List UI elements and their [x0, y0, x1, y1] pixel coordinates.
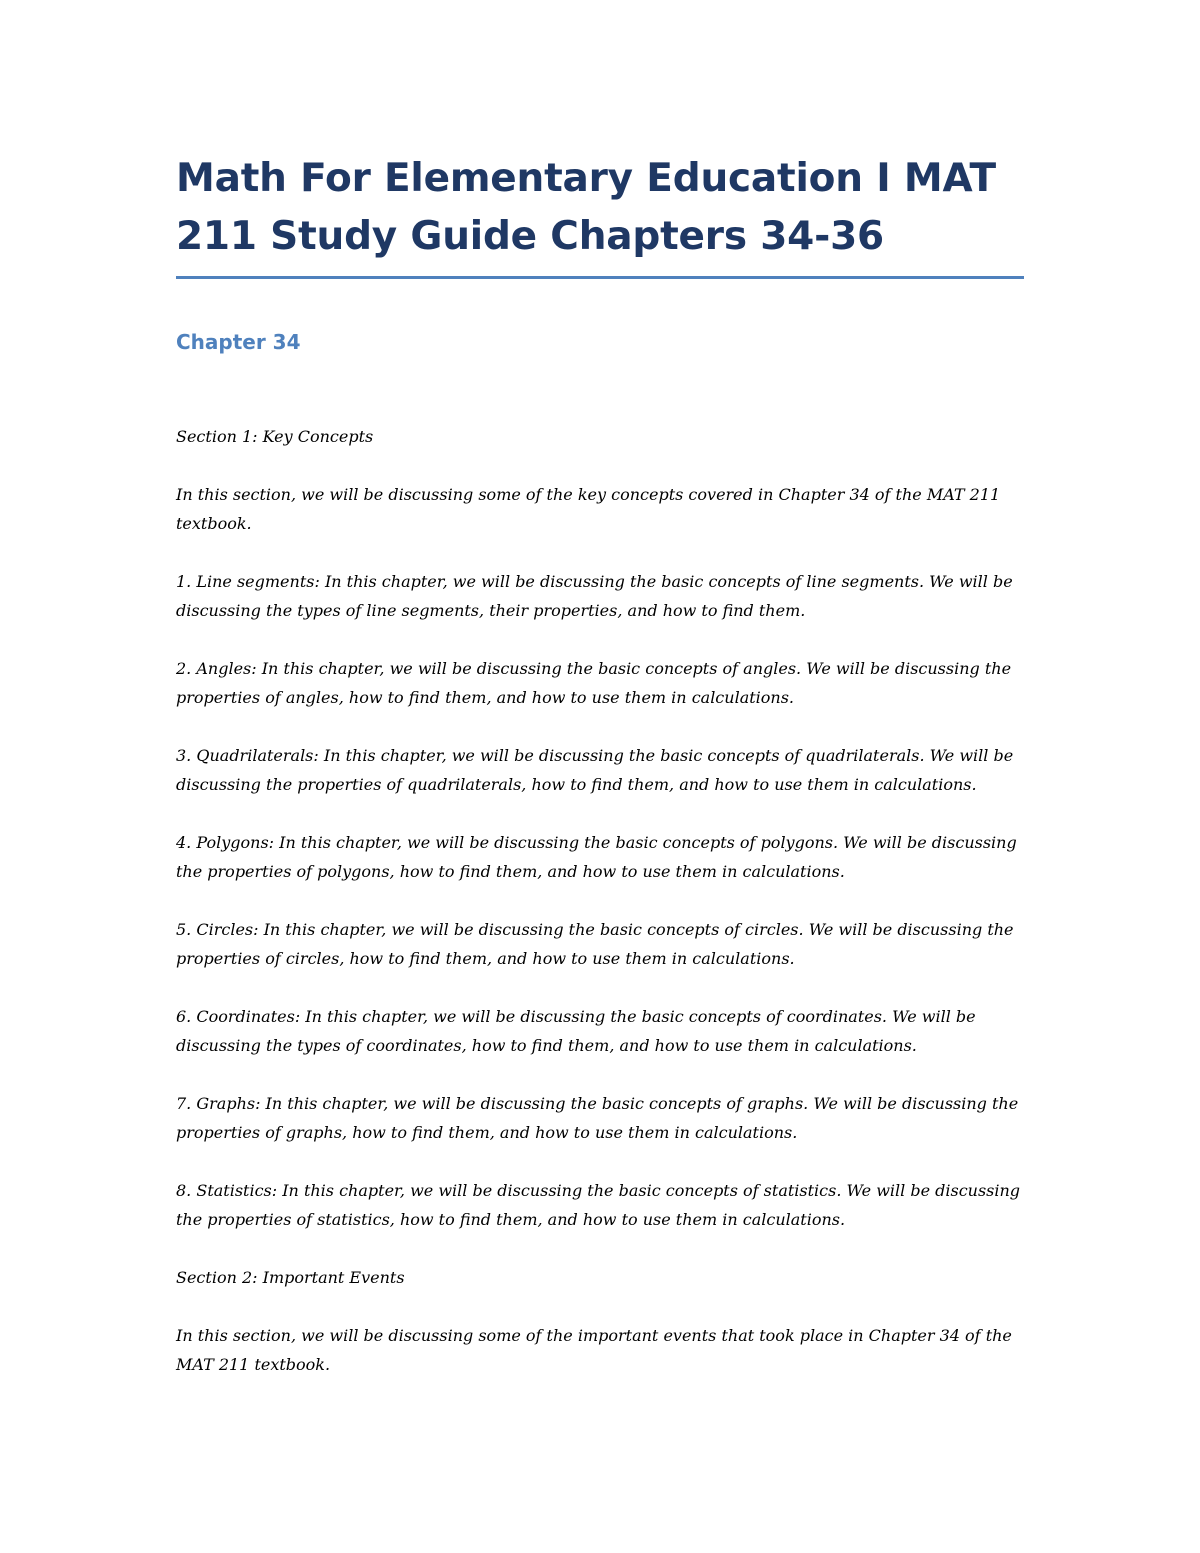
- section-1-intro: In this section, we will be discussing some of the key concepts covered in Chapter 34 of the MAT 211 textbook.: [176, 485, 1001, 533]
- list-item-quadrilaterals: 3. Quadrilaterals: In this chapter, we will be discussing the basic concepts of quadrilaterals. We will be discussing the properties of quadrilaterals, how to find them, and how to use them in calculations.: [176, 746, 1014, 794]
- list-item-statistics: 8. Statistics: In this chapter, we will be discussing the basic concepts of statistics. We will be discussing the properties of statistics, how to find them, and how to use them in calculations.: [176, 1181, 1021, 1229]
- document-title: Math For Elementary Education I MAT 211 Study Guide Chapters 34-36: [176, 156, 996, 259]
- list-item-angles: 2. Angles: In this chapter, we will be discussing the basic concepts of angles. We will be discussing the properties of angles, how to find them, and how to use them in calculations.: [176, 659, 1012, 707]
- section-2-intro: In this section, we will be discussing some of the important events that took place in Chapter 34 of the MAT 211 textbook.: [176, 1326, 1012, 1374]
- list-item-circles: 5. Circles: In this chapter, we will be discussing the basic concepts of circles. We will be discussing the properties of circles, how to find them, and how to use them in calculations.: [176, 920, 1014, 968]
- list-item-graphs: 7. Graphs: In this chapter, we will be discussing the basic concepts of graphs. We will be discussing the properties of graphs, how to find them, and how to use them in calculations.: [176, 1094, 1019, 1142]
- document-content: [176, 150, 1026, 1379]
- list-item-polygons: 4. Polygons: In this chapter, we will be discussing the basic concepts of polygons. We will be discussing the properties of polygons, how to find them, and how to use them in calculations.: [176, 833, 1017, 881]
- title-divider: [176, 276, 1024, 279]
- chapter-heading: Chapter 34: [176, 330, 301, 354]
- list-item-coordinates: 6. Coordinates: In this chapter, we will be discussing the basic concepts of coordinates. We will be discussing the types of coordinates, how to find them, and how to use them in calculations.: [176, 1007, 976, 1055]
- list-item-line-segments: 1. Line segments: In this chapter, we will be discussing the basic concepts of line segments. We will be discussing the types of line segments, their properties, and how to find them.: [176, 572, 1013, 620]
- section-1-heading: Section 1: Key Concepts: [176, 427, 374, 446]
- section-2-heading: Section 2: Important Events: [176, 1268, 405, 1287]
